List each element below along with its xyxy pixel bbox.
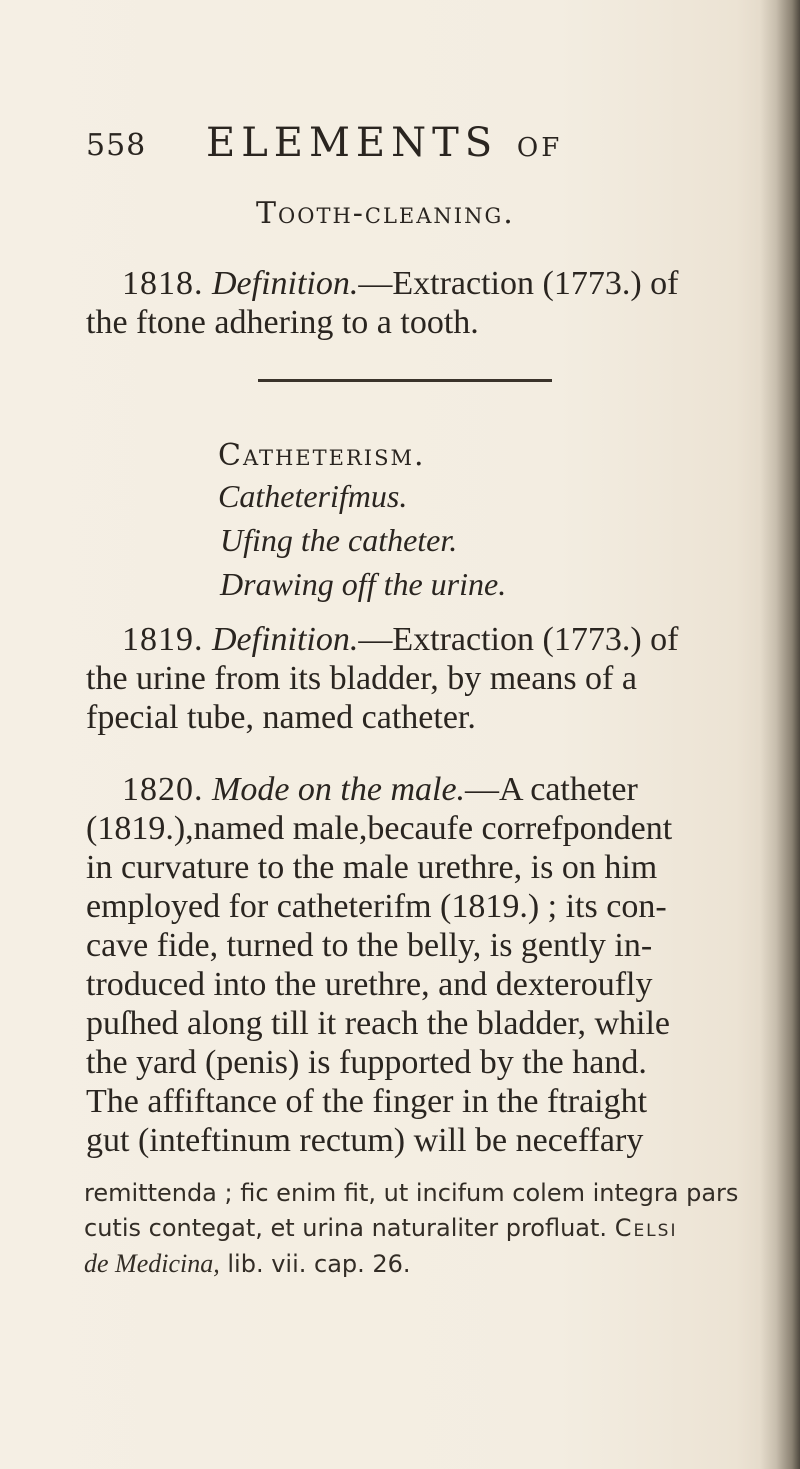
footnote-work: de Medicina, [84,1249,220,1278]
paragraph-1818-line1 [122,264,678,303]
footnote-author: Celsi [614,1214,678,1242]
paragraph-1819-line3: fpecial tube, named catheter. [86,699,476,736]
running-title-main: ELEMENTS [206,120,499,166]
paragraph-text: —A catheter [465,771,638,808]
paragraph-1820-line: puſhed along till it reach the bladder, while [86,1005,671,1042]
footnote-line: remittenda ; fic enim fit, ut incifum colem integra pars [84,1179,739,1207]
footnote [84,1176,738,1282]
running-title [206,120,562,166]
synonym-list [218,474,506,606]
paragraph-label: Definition. [212,265,359,302]
paragraph-label: Definition. [212,621,359,658]
paragraph-label: Mode on the male. [212,771,466,808]
synonym-item: Catheterifmus. [218,478,408,514]
paragraph-number: 1818. [122,265,204,302]
footnote-line [84,1246,738,1282]
paragraph-number: 1819. [122,621,204,658]
footnote-reference: lib. vii. cap. 26. [227,1250,411,1278]
running-head [86,118,646,166]
paragraph-1820-line1 [122,770,638,809]
page-gutter-shadow [760,0,800,1469]
paragraph-text: —Extraction (1773.) of [358,621,679,658]
paragraph-text: —Extraction (1773.) of [358,265,679,302]
paragraph-1820-line: The affiftance of the finger in the ftraight [86,1083,648,1120]
page-number: 558 [86,128,147,163]
paragraph-1820-line: (1819.),named male,becaufe correfpondent [86,810,673,847]
paragraph-1819-line1 [122,620,678,659]
paragraph-1819-line2: the urine from its bladder, by means of a [86,660,637,697]
running-title-tail: OF [516,133,563,163]
footnote-line [84,1211,738,1246]
paragraph-1820-line: cave fide, turned to the belly, is gently in- [86,927,653,964]
paragraph-1820-line: troduced into the urethre, and dexteroufly [86,966,653,1003]
section-divider [258,379,552,382]
paragraph-1818-line2: the ftone adhering to a tooth. [86,304,479,341]
paragraph-number: 1820. [122,771,204,808]
footnote-text: cutis contegat, et urina naturaliter profluat. [84,1214,608,1242]
synonym-item: Ufing the catheter. [220,522,458,558]
paragraph-1820-line: in curvature to the male urethre, is on him [86,849,658,886]
paragraph-1820-line: gut (inteftinum rectum) will be neceffary [86,1122,644,1159]
synonym-item: Drawing off the urine. [220,566,507,602]
paragraph-1820-line: employed for catheterifm (1819.) ; its con- [86,888,667,925]
subsection-heading: Catheterism. [218,438,426,473]
section-heading: Tooth-cleaning. [256,196,515,231]
paragraph-1820-line: the yard (penis) is fupported by the hand. [86,1044,647,1081]
